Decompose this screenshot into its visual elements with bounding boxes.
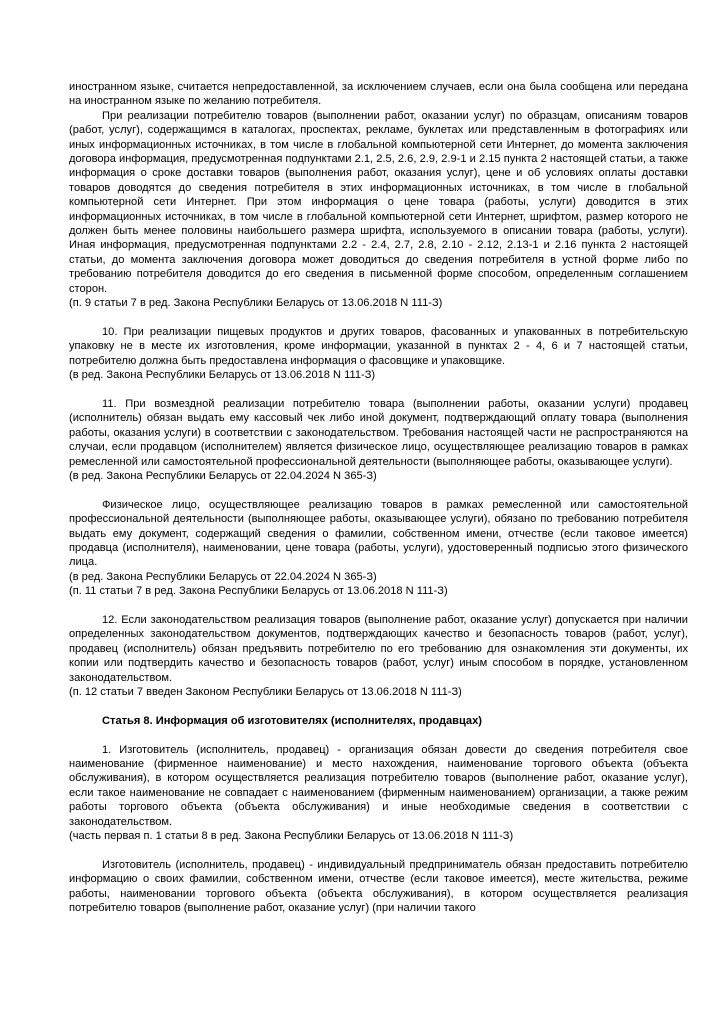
paragraph-spacer [69,843,688,857]
amendment-note: (в ред. Закона Республики Беларусь от 22.04.2024 N 365-З) [69,570,377,583]
paragraph-spacer [69,728,688,742]
paragraph: Физическое лицо, осуществляющее реализацию товаров в рамках ремесленной или самостоятельной профессиональной деятельности (выполняющее работы, оказывающее услуги), обязано по требованию потребителя выдать ему документ, содержащий сведения о фамилии, собственном имени, отчестве (если таковое имеется) продавца (исполнителя), наименовании, цене товара (работы, услуги), удостоверенный подписью этого физического лица. [69,498,688,569]
amendment-note: (в ред. Закона Республики Беларусь от 13.06.2018 N 111-З) [69,369,376,382]
paragraph-spacer [69,699,688,713]
amendment-note: (в ред. Закона Республики Беларусь от 22.04.2024 N 365-З) [69,469,377,482]
paragraph-spacer [69,483,688,497]
paragraph: 10. При реализации пищевых продуктов и других товаров, фасованных и упакованных в потребительскую упаковку не в месте их изготовления, кроме информации, указанной в пунктах 2 - 4, 6 и 7 настоящей статьи, потребителю должна быть предоставлена информация о фасовщике и упаковщике. [69,325,688,367]
amendment-note: (п. 11 статьи 7 в ред. Закона Республики Беларусь от 13.06.2018 N 111-З) [69,585,448,598]
amendment-note: (часть первая п. 1 статьи 8 в ред. Закона Республики Беларусь от 13.06.2018 N 111-З) [69,830,514,843]
paragraph-spacer [69,599,688,613]
paragraph: 1. Изготовитель (исполнитель, продавец) - организация обязан довести до сведения потребителя свое наименование (фирменное наименование) и место нахождения, наименование торгового объекта (объекта обслуживания), в котором осуществляется реализация потребителю товаров (выполнение работ, оказание услуг), если такое наименование не совпадает с наименованием (фирменным наименованием) организации, а также режим работы торгового объекта (объекта обслуживания) и иные необходимые сведения в соответствии с законодательством. [69,743,688,828]
paragraph: иностранном языке, считается непредоставленной, за исключением случаев, если она была сообщена или передана на иностранном языке по желанию потребителя. [69,81,688,108]
amendment-note: (п. 9 статьи 7 в ред. Закона Республики Беларусь от 13.06.2018 N 111-З) [69,297,443,310]
article-heading: Статья 8. Информация об изготовителях (исполнителях, продавцах) [102,714,482,727]
document-page [69,80,688,915]
paragraph-spacer [69,311,688,325]
paragraph: При реализации потребителю товаров (выполнении работ, оказании услуг) по образцам, описаниям товаров (работ, услуг), содержащимся в каталогах, проспектах, рекламе, буклетах или представленным в фотографиях или иных информационных источниках, в том числе в глобальной компьютерной сети Интернет, до момента заключения договора информация, предусмотренная подпунктами 2.1, 2.5, 2.6, 2.9, 2.9-1 и 2.15 пункта 2 настоящей статьи, а также информация о сроке доставки товаров (выполнения работ, оказания услуг), цене и об условиях оплаты доставки товаров доводятся до сведения потребителя в этих информационных источниках, в том числе в глобальной компьютерной сети Интернет. При этом информация о цене товара (работы, услуги) доводится в этих информационных источниках, в том числе в глобальной компьютерной сети Интернет, шрифтом, размер которого не должен быть менее половины наибольшего размера шрифта, используемого в описании товара (работы, услуги). Иная информация, предусмотренная подпунктами 2.2 - 2.4, 2.7, 2.8, 2.10 - 2.12, 2.13-1 и 2.16 пункта 2 настоящей статьи, до момента заключения договора может доводиться до сведения потребителя в устной форме либо по требованию потребителя доводится до его сведения в письменной форме способом, определенным соглашением сторон. [69,109,688,295]
paragraph: Изготовитель (исполнитель, продавец) - индивидуальный предприниматель обязан предоставить потребителю информацию о своих фамилии, собственном имени, отчестве (если таковое имеется), месте жительства, режиме работы, наименовании торгового объекта (объекта обслуживания), в котором осуществляется реализация потребителю товаров (выполнение работ, оказание услуг) (при наличии такого [69,858,688,915]
paragraph: 11. При возмездной реализации потребителю товара (выполнении работы, оказании услуги) продавец (исполнитель) обязан выдать ему кассовый чек либо иной документ, подтверждающий оплату товара (выполнения работы, оказания услуги) в соответствии с законодательством. Требования настоящей части не распространяются на случаи, если продавцом (исполнителем) является физическое лицо, осуществляющее реализацию товаров в рамках ремесленной или самостоятельной профессиональной деятельности (выполняющее работы, оказывающее услуги). [69,397,688,468]
paragraph-spacer [69,383,688,397]
paragraph: 12. Если законодательством реализация товаров (выполнение работ, оказание услуг) допускается при наличии определенных законодательством документов, подтверждающих качество и безопасность товаров (работ, услуг), продавец (исполнитель) обязан предъявить потребителю по его требованию для ознакомления эти документы, их копии или подтвердить качество и безопасность товаров (работ, услуг) иным способом в порядке, установленном законодательством. [69,613,688,684]
amendment-note: (п. 12 статьи 7 введен Законом Республики Беларусь от 13.06.2018 N 111-З) [69,686,462,698]
